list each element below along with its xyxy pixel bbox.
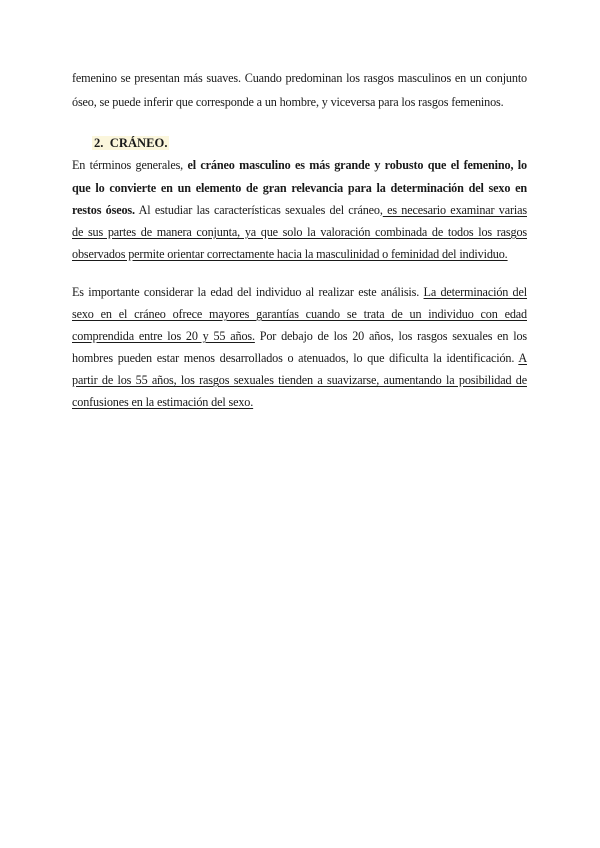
p2-text: Es importante considerar la edad del individuo al realizar este análisis. xyxy=(72,285,424,299)
p1-bold-text: que lo convierte en un elemento de gran relevancia para la determinación del sexo en xyxy=(72,181,527,195)
p1-text: Al estudiar las características sexuales del cráneo, xyxy=(134,203,383,217)
intro-line-1 xyxy=(72,70,527,86)
intro-line-2 xyxy=(72,94,527,110)
p2-underlined-text: sexo en el cráneo ofrece mayores garantías cuando se trata de un individuo con edad xyxy=(72,307,527,321)
p2-text: hombres pueden estar menos desarrollados o atenuados, lo que dificulta la identificación. xyxy=(72,351,519,365)
p1-bold-text: restos óseos. xyxy=(72,203,135,217)
section-heading xyxy=(92,135,169,151)
p1-bold-text: el cráneo masculino es más grande y robusto que el femenino, lo xyxy=(187,158,527,172)
section-number: 2. xyxy=(94,136,104,150)
p1-underlined-text: observados permite orientar correctamente hacia la masculinidad o feminidad del individuo. xyxy=(72,247,508,261)
p2-underlined-text: confusiones en la estimación del sexo. xyxy=(72,395,254,409)
p2-text: Por debajo de los 20 años, los rasgos sexuales en los xyxy=(254,329,527,343)
p1-underlined-text: de sus partes de manera conjunta, ya que solo la valoración combinada de todos los rasgos xyxy=(72,225,527,239)
p1-line-2 xyxy=(72,180,527,196)
intro-text: femenino se presentan más suaves. Cuando predominan los rasgos masculinos en un conjunto xyxy=(72,71,527,85)
p2-line-2 xyxy=(72,306,527,322)
p1-line-1 xyxy=(72,157,527,173)
p1-line-4 xyxy=(72,224,527,240)
p2-underlined-text: A xyxy=(518,351,527,365)
section-title: CRÁNEO. xyxy=(109,136,168,150)
p2-underlined-text: partir de los 55 años, los rasgos sexuales tienden a suavizarse, aumentando la posibilidad de xyxy=(72,373,527,387)
p2-line-3 xyxy=(72,328,527,344)
p2-line-6 xyxy=(72,394,527,410)
p1-underlined-text: es necesario examinar varias xyxy=(382,203,527,217)
p2-line-4 xyxy=(72,350,527,366)
p2-line-1 xyxy=(72,284,527,300)
p2-underlined-text: comprendida entre los 20 y 55 años. xyxy=(72,329,255,343)
p2-underlined-text: La determinación del xyxy=(423,285,528,299)
p1-text: En términos generales, xyxy=(72,158,188,172)
p1-line-5 xyxy=(72,246,527,262)
p1-line-3 xyxy=(72,202,527,218)
intro-text: óseo, se puede inferir que corresponde a un hombre, y viceversa para los rasgos femeninos. xyxy=(72,95,504,109)
p2-line-5 xyxy=(72,372,527,388)
